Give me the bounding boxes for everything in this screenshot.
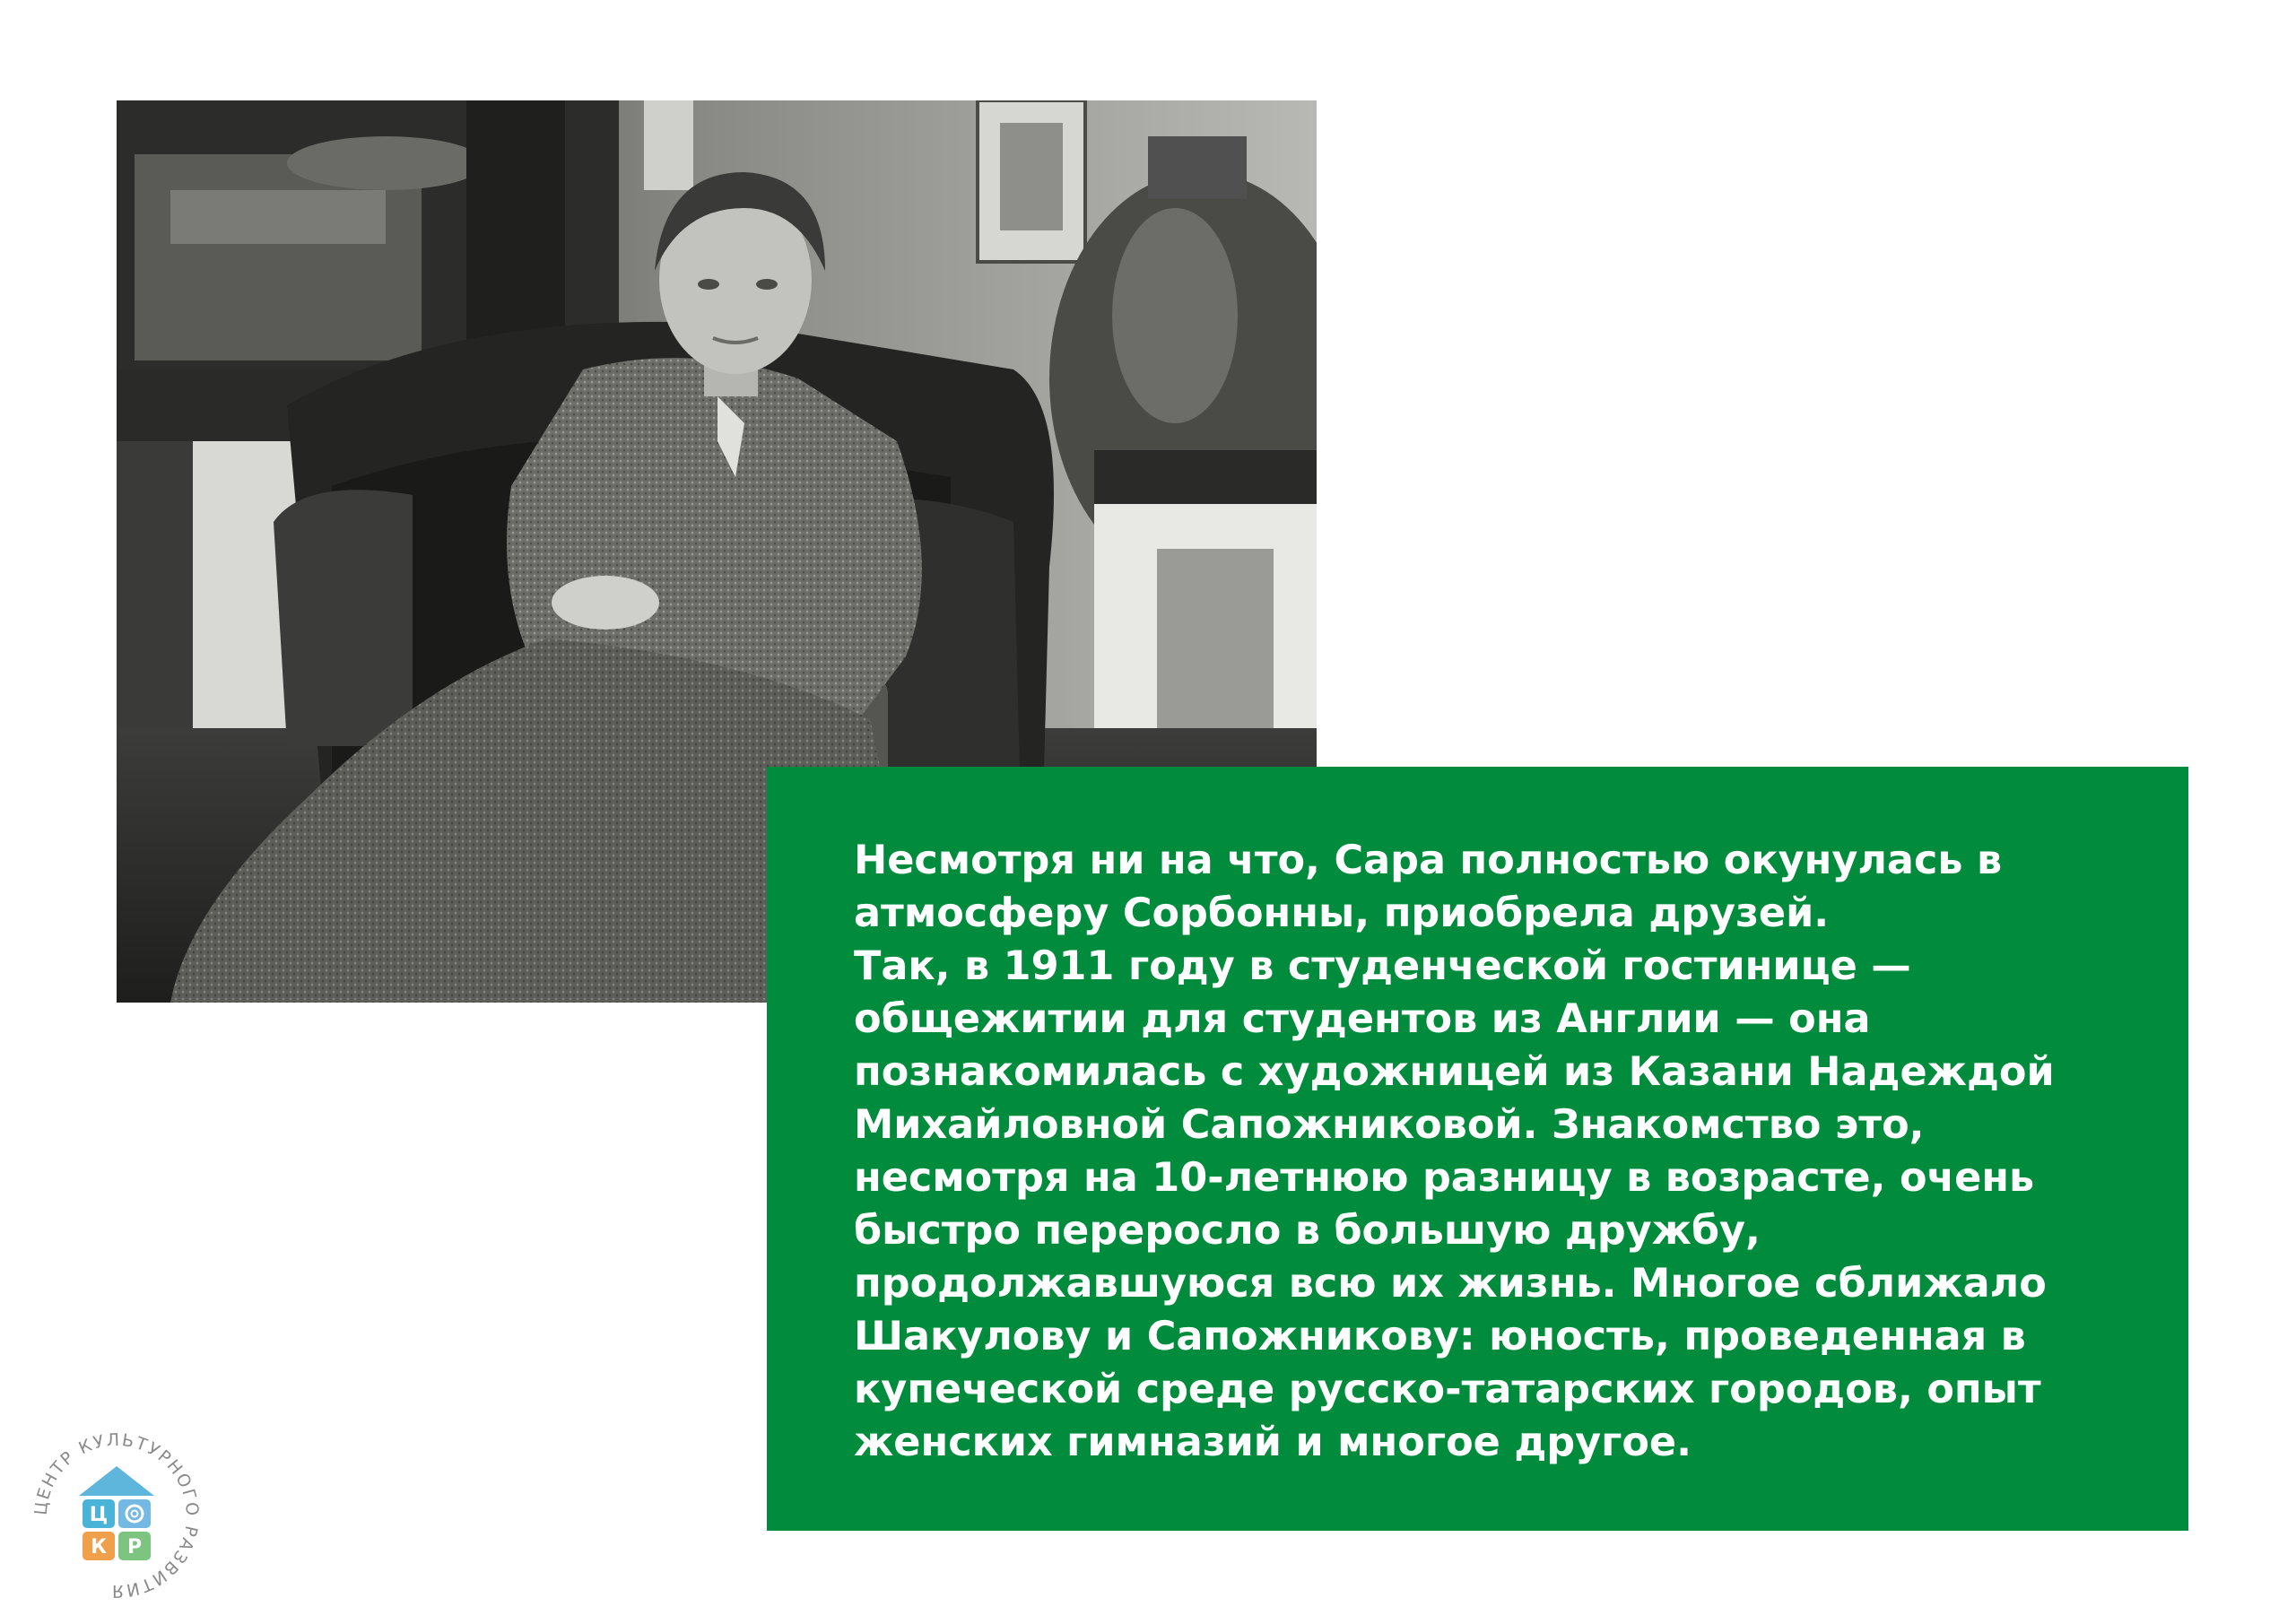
logo-tile-spiral-icon xyxy=(118,1499,151,1528)
organization-logo xyxy=(27,1426,206,1605)
logo-tile-letter: Р xyxy=(126,1536,143,1559)
text-line: познакомилась с художницей из Казани Надеждой xyxy=(854,1049,2055,1095)
text-line: Несмотря ни на что, Сара полностью окунулась в xyxy=(854,838,2003,883)
logo-ring-text: ЦЕНТР КУЛЬТУРНОГО РАЗВИТИЯ xyxy=(30,1429,203,1602)
logo-roof-icon xyxy=(79,1466,154,1496)
text-panel xyxy=(767,767,2188,1531)
body-text xyxy=(854,834,2117,1469)
logo-tile-letter: К xyxy=(91,1536,107,1559)
text-line: женских гимназий и многое другое. xyxy=(854,1420,1692,1465)
text-line: атмосферу Сорбонны, приобрела друзей. xyxy=(854,890,1830,936)
text-line: купеческой среде русско-татарских городов, опыт xyxy=(854,1367,2041,1412)
logo-tile-letter: Ц xyxy=(89,1504,109,1526)
text-line: общежитии для студентов из Англии — она xyxy=(854,996,1871,1042)
text-line: быстро переросло в большую дружбу, xyxy=(854,1208,1761,1254)
text-line: Михайловной Сапожниковой. Знакомство это, xyxy=(854,1102,1925,1148)
logo-emblem xyxy=(27,1426,206,1605)
text-line: несмотря на 10-летнюю разницу в возрасте, очень xyxy=(854,1155,2035,1201)
text-line: Шакулову и Сапожникову: юность, проведенная в xyxy=(854,1314,2026,1359)
text-line: продолжавшуюся всю их жизнь. Многое сближало xyxy=(854,1261,2047,1307)
text-line: Так, в 1911 году в студенческой гостинице — xyxy=(854,943,1911,989)
